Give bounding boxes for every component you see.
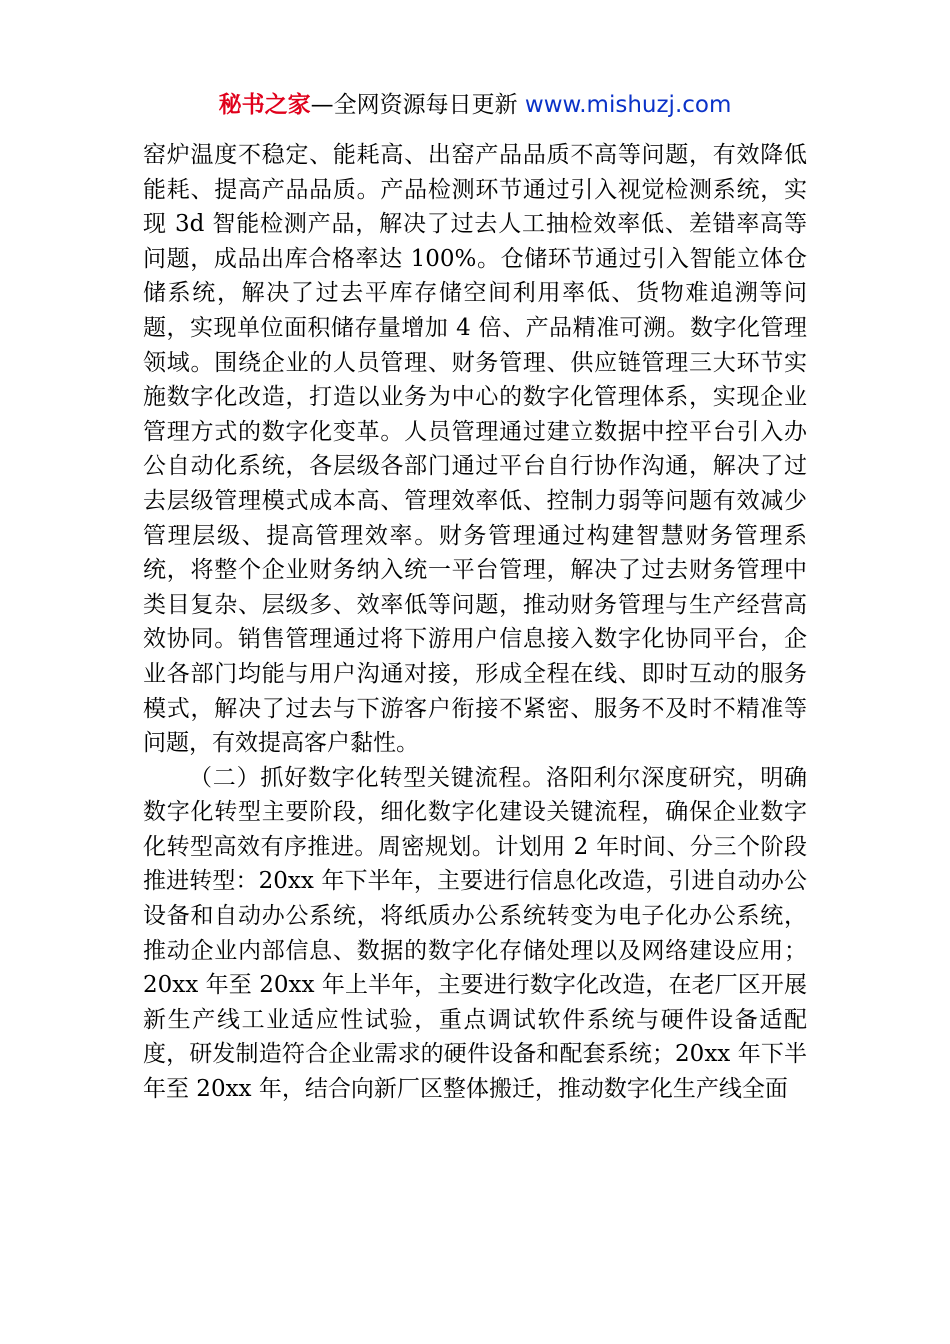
brand-name: 秘书之家 <box>218 92 311 118</box>
paragraph-continued: 窑炉温度不稳定、能耗高、出窑产品品质不高等问题，有效降低能耗、提高产品品质。产品检测环节通过引入视觉检测系统，实现 3d 智能检测产品，解决了过去人工抽检效率低、差错率高等问题，成品出库合格率达 100%。仓储环节通过引入智能立体仓储系统，解决了过去平库存储空间利用率低、货物难追溯等问题，实现单位面积储存量增加 4 倍、产品精准可溯。数字化管理领域。围绕企业的人员管理、财务管理、供应链管理三大环节实施数字化改造，打造以业务为中心的数字化管理体系，实现企业管理方式的数字化变革。人员管理通过建立数据中控平台引入办公自动化系统，各层级各部门通过平台自行协作沟通，解决了过去层级管理模式成本高、管理效率低、控制力弱等问题有效减少管理层级、提高管理效率。财务管理通过构建智慧财务管理系统，将整个企业财务纳入统一平台管理，解决了过去财务管理中类目复杂、层级多、效率低等问题，推动财务管理与生产经营高效协同。销售管理通过将下游用户信息接入数字化协同平台，企业各部门均能与用户沟通对接，形成全程在线、即时互动的服务模式，解决了过去与下游客户衔接不紧密、服务不及时不精准等问题，有效提高客户黏性。 <box>143 142 807 757</box>
website-link[interactable]: www.mishuzj.com <box>524 92 732 118</box>
header-tagline: —全网资源每日更新 <box>310 92 525 118</box>
document-body <box>143 138 807 1107</box>
page-header <box>0 88 950 122</box>
paragraph-section-two: （二）抓好数字化转型关键流程。洛阳利尔深度研究，明确数字化转型主要阶段，细化数字化建设关键流程，确保企业数字化转型高效有序推进。周密规划。计划用 2 年时间、分三个阶段推进转型：20xx 年下半年，主要进行信息化改造，引进自动办公设备和自动办公系统，将纸质办公系统转变为电子化办公系统，推动企业内部信息、数据的数字化存储处理以及网络建设应用；20xx 年至 20xx 年上半年，主要进行数字化改造，在老厂区开展新生产线工业适应性试验，重点调试软件系统与硬件设备适配度，研发制造符合企业需求的硬件设备和配套系统；20xx 年下半年至 20xx 年，结合向新厂区整体搬迁，推动数字化生产线全面 <box>143 764 807 1103</box>
